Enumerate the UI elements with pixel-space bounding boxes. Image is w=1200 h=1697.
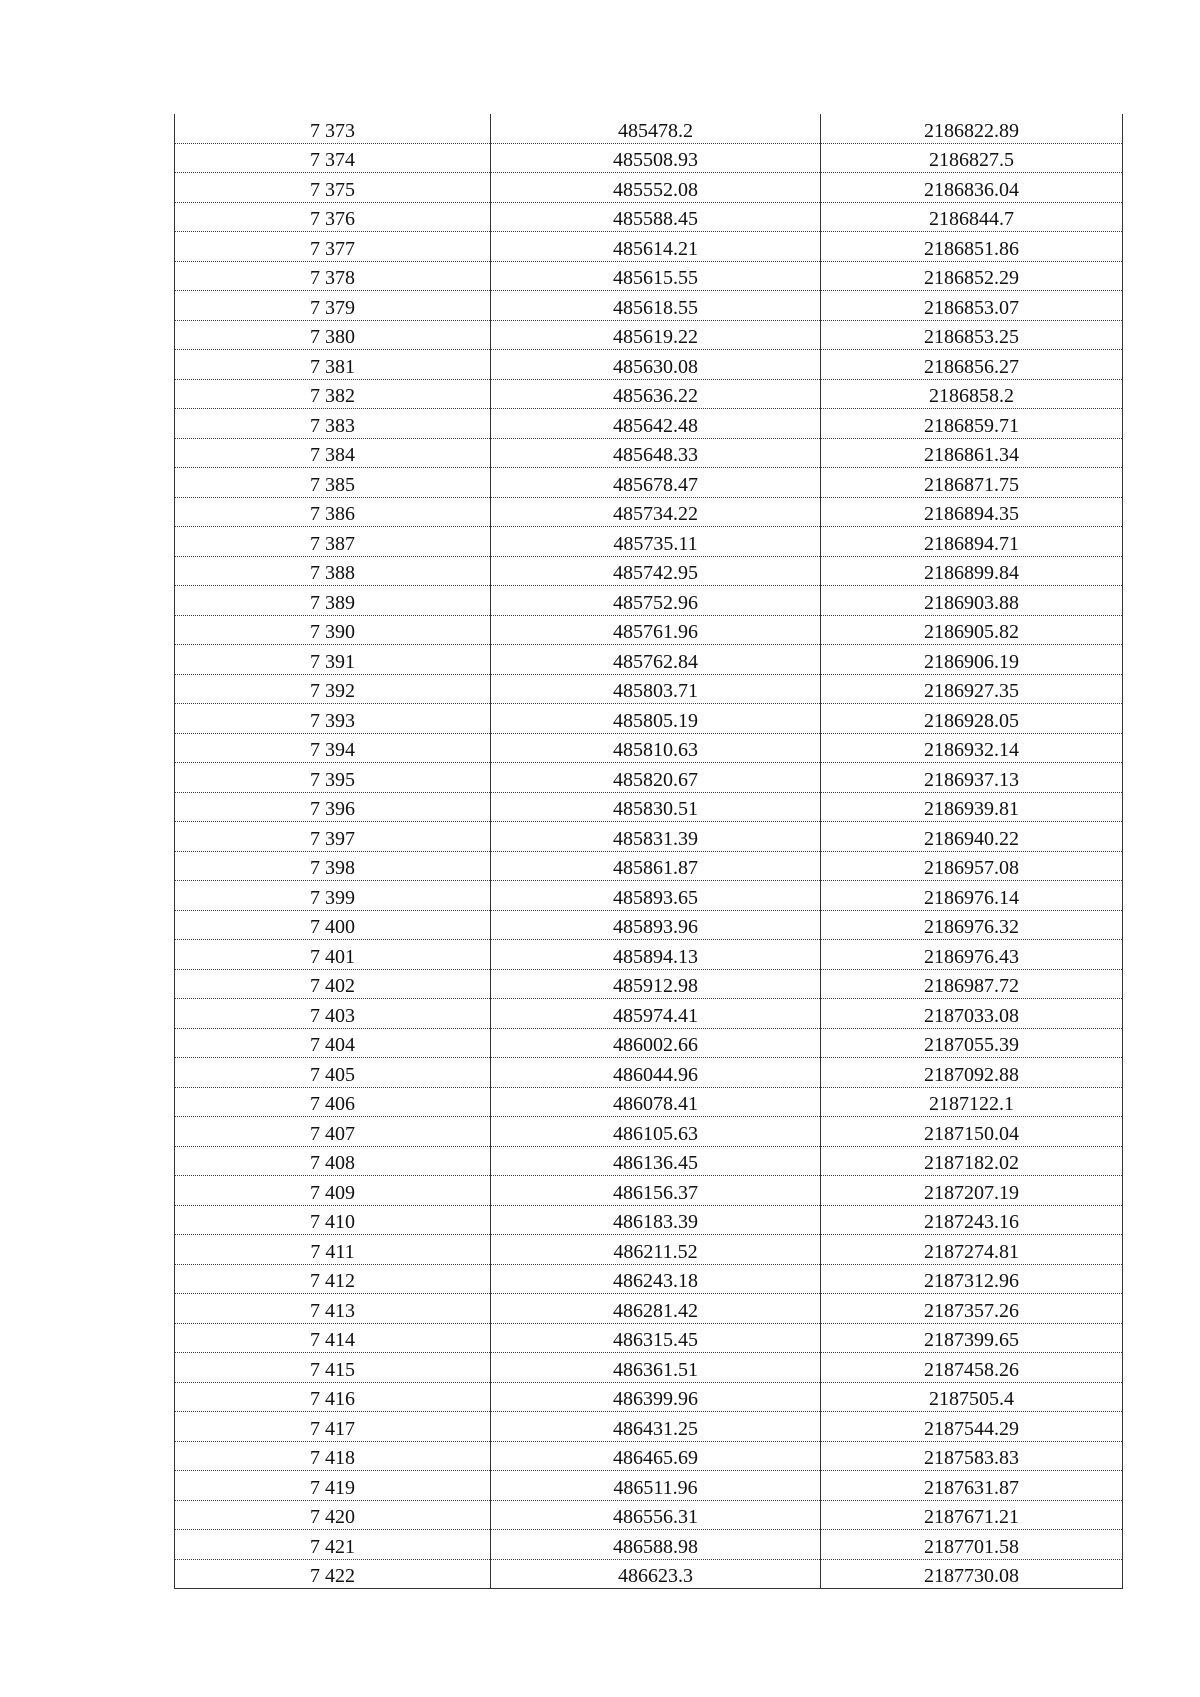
point-number-cell: 7 388 [175, 556, 491, 586]
point-number-cell: 7 402 [175, 969, 491, 999]
y-coordinate-cell: 2186858.2 [821, 379, 1123, 409]
table-row [175, 645, 1123, 675]
x-coordinate-cell: 486002.66 [491, 1028, 821, 1058]
point-number-cell: 7 411 [175, 1235, 491, 1265]
point-number-cell: 7 377 [175, 232, 491, 262]
x-coordinate-cell: 486431.25 [491, 1412, 821, 1442]
x-coordinate-cell: 485615.55 [491, 261, 821, 291]
x-coordinate-cell: 486623.3 [491, 1559, 821, 1589]
table-row [175, 792, 1123, 822]
table-row [175, 1087, 1123, 1117]
table-row [175, 1353, 1123, 1383]
table-row [175, 1205, 1123, 1235]
y-coordinate-cell: 2186957.08 [821, 851, 1123, 881]
point-number-cell: 7 410 [175, 1205, 491, 1235]
y-coordinate-cell: 2187055.39 [821, 1028, 1123, 1058]
y-coordinate-cell: 2186856.27 [821, 350, 1123, 380]
y-coordinate-cell: 2187631.87 [821, 1471, 1123, 1501]
point-number-cell: 7 386 [175, 497, 491, 527]
x-coordinate-cell: 485478.2 [491, 114, 821, 143]
y-coordinate-cell: 2186905.82 [821, 615, 1123, 645]
x-coordinate-cell: 485803.71 [491, 674, 821, 704]
table-row [175, 822, 1123, 852]
x-coordinate-cell: 485894.13 [491, 940, 821, 970]
table-row [175, 1323, 1123, 1353]
table-row [175, 497, 1123, 527]
point-number-cell: 7 381 [175, 350, 491, 380]
point-number-cell: 7 400 [175, 910, 491, 940]
point-number-cell: 7 394 [175, 733, 491, 763]
y-coordinate-cell: 2187122.1 [821, 1087, 1123, 1117]
point-number-cell: 7 379 [175, 291, 491, 321]
point-number-cell: 7 416 [175, 1382, 491, 1412]
table-row [175, 1294, 1123, 1324]
point-number-cell: 7 422 [175, 1559, 491, 1589]
x-coordinate-cell: 486361.51 [491, 1353, 821, 1383]
point-number-cell: 7 399 [175, 881, 491, 911]
point-number-cell: 7 405 [175, 1058, 491, 1088]
x-coordinate-cell: 485648.33 [491, 438, 821, 468]
point-number-cell: 7 383 [175, 409, 491, 439]
point-number-cell: 7 382 [175, 379, 491, 409]
y-coordinate-cell: 2186894.35 [821, 497, 1123, 527]
x-coordinate-cell: 485636.22 [491, 379, 821, 409]
table-row [175, 615, 1123, 645]
table-row [175, 910, 1123, 940]
x-coordinate-cell: 485618.55 [491, 291, 821, 321]
y-coordinate-cell: 2187701.58 [821, 1530, 1123, 1560]
x-coordinate-cell: 485893.96 [491, 910, 821, 940]
y-coordinate-cell: 2186851.86 [821, 232, 1123, 262]
x-coordinate-cell: 485642.48 [491, 409, 821, 439]
point-number-cell: 7 378 [175, 261, 491, 291]
x-coordinate-cell: 486315.45 [491, 1323, 821, 1353]
x-coordinate-cell: 485893.65 [491, 881, 821, 911]
point-number-cell: 7 415 [175, 1353, 491, 1383]
table-row [175, 1146, 1123, 1176]
point-number-cell: 7 403 [175, 999, 491, 1029]
point-number-cell: 7 407 [175, 1117, 491, 1147]
x-coordinate-cell: 486399.96 [491, 1382, 821, 1412]
y-coordinate-cell: 2186827.5 [821, 143, 1123, 173]
table-row [175, 733, 1123, 763]
x-coordinate-cell: 486211.52 [491, 1235, 821, 1265]
table-row [175, 1471, 1123, 1501]
y-coordinate-cell: 2186903.88 [821, 586, 1123, 616]
table-row [175, 881, 1123, 911]
y-coordinate-cell: 2186932.14 [821, 733, 1123, 763]
point-number-cell: 7 404 [175, 1028, 491, 1058]
point-number-cell: 7 418 [175, 1441, 491, 1471]
table-row [175, 202, 1123, 232]
y-coordinate-cell: 2187207.19 [821, 1176, 1123, 1206]
table-row [175, 320, 1123, 350]
table-row [175, 173, 1123, 203]
point-number-cell: 7 395 [175, 763, 491, 793]
point-number-cell: 7 376 [175, 202, 491, 232]
y-coordinate-cell: 2186894.71 [821, 527, 1123, 557]
table-row [175, 704, 1123, 734]
table-row [175, 1058, 1123, 1088]
point-number-cell: 7 380 [175, 320, 491, 350]
point-number-cell: 7 385 [175, 468, 491, 498]
table-row [175, 1530, 1123, 1560]
table-row [175, 527, 1123, 557]
x-coordinate-cell: 486078.41 [491, 1087, 821, 1117]
x-coordinate-cell: 485861.87 [491, 851, 821, 881]
table-row [175, 409, 1123, 439]
table-row [175, 1412, 1123, 1442]
point-number-cell: 7 392 [175, 674, 491, 704]
y-coordinate-cell: 2186844.7 [821, 202, 1123, 232]
x-coordinate-cell: 485588.45 [491, 202, 821, 232]
x-coordinate-cell: 485762.84 [491, 645, 821, 675]
point-number-cell: 7 390 [175, 615, 491, 645]
x-coordinate-cell: 485761.96 [491, 615, 821, 645]
x-coordinate-cell: 485912.98 [491, 969, 821, 999]
x-coordinate-cell: 486243.18 [491, 1264, 821, 1294]
table-row [175, 379, 1123, 409]
point-number-cell: 7 419 [175, 1471, 491, 1501]
table-row [175, 1117, 1123, 1147]
table-row [175, 940, 1123, 970]
x-coordinate-cell: 486183.39 [491, 1205, 821, 1235]
table-row [175, 851, 1123, 881]
x-coordinate-cell: 485742.95 [491, 556, 821, 586]
y-coordinate-cell: 2187033.08 [821, 999, 1123, 1029]
y-coordinate-cell: 2187458.26 [821, 1353, 1123, 1383]
y-coordinate-cell: 2186852.29 [821, 261, 1123, 291]
table-row [175, 1441, 1123, 1471]
x-coordinate-cell: 485831.39 [491, 822, 821, 852]
point-number-cell: 7 413 [175, 1294, 491, 1324]
table-row [175, 1382, 1123, 1412]
x-coordinate-cell: 485810.63 [491, 733, 821, 763]
point-number-cell: 7 374 [175, 143, 491, 173]
x-coordinate-cell: 485508.93 [491, 143, 821, 173]
table-row [175, 291, 1123, 321]
table-row [175, 763, 1123, 793]
table-row [175, 261, 1123, 291]
x-coordinate-cell: 486156.37 [491, 1176, 821, 1206]
y-coordinate-cell: 2186940.22 [821, 822, 1123, 852]
coordinate-table [174, 114, 1123, 1589]
table-row [175, 1028, 1123, 1058]
point-number-cell: 7 373 [175, 114, 491, 143]
table-row [175, 586, 1123, 616]
point-number-cell: 7 396 [175, 792, 491, 822]
y-coordinate-cell: 2186939.81 [821, 792, 1123, 822]
point-number-cell: 7 389 [175, 586, 491, 616]
y-coordinate-cell: 2187671.21 [821, 1500, 1123, 1530]
point-number-cell: 7 391 [175, 645, 491, 675]
x-coordinate-cell: 486556.31 [491, 1500, 821, 1530]
x-coordinate-cell: 486465.69 [491, 1441, 821, 1471]
table-row [175, 969, 1123, 999]
point-number-cell: 7 401 [175, 940, 491, 970]
table-row [175, 1264, 1123, 1294]
point-number-cell: 7 393 [175, 704, 491, 734]
y-coordinate-cell: 2186861.34 [821, 438, 1123, 468]
y-coordinate-cell: 2186976.43 [821, 940, 1123, 970]
x-coordinate-cell: 485552.08 [491, 173, 821, 203]
y-coordinate-cell: 2186937.13 [821, 763, 1123, 793]
y-coordinate-cell: 2187150.04 [821, 1117, 1123, 1147]
y-coordinate-cell: 2186928.05 [821, 704, 1123, 734]
x-coordinate-cell: 485752.96 [491, 586, 821, 616]
table-row [175, 438, 1123, 468]
y-coordinate-cell: 2186899.84 [821, 556, 1123, 586]
point-number-cell: 7 409 [175, 1176, 491, 1206]
table-row [175, 999, 1123, 1029]
x-coordinate-cell: 486588.98 [491, 1530, 821, 1560]
y-coordinate-cell: 2186927.35 [821, 674, 1123, 704]
y-coordinate-cell: 2187544.29 [821, 1412, 1123, 1442]
table-row [175, 556, 1123, 586]
x-coordinate-cell: 485619.22 [491, 320, 821, 350]
table-row [175, 350, 1123, 380]
table-row [175, 1559, 1123, 1589]
y-coordinate-cell: 2186976.14 [821, 881, 1123, 911]
y-coordinate-cell: 2186906.19 [821, 645, 1123, 675]
point-number-cell: 7 375 [175, 173, 491, 203]
y-coordinate-cell: 2186853.07 [821, 291, 1123, 321]
x-coordinate-cell: 486105.63 [491, 1117, 821, 1147]
point-number-cell: 7 384 [175, 438, 491, 468]
table-row [175, 1500, 1123, 1530]
y-coordinate-cell: 2186976.32 [821, 910, 1123, 940]
point-number-cell: 7 398 [175, 851, 491, 881]
y-coordinate-cell: 2187182.02 [821, 1146, 1123, 1176]
table-row [175, 1176, 1123, 1206]
x-coordinate-cell: 486511.96 [491, 1471, 821, 1501]
y-coordinate-cell: 2187505.4 [821, 1382, 1123, 1412]
table-row [175, 232, 1123, 262]
point-number-cell: 7 408 [175, 1146, 491, 1176]
y-coordinate-cell: 2186822.89 [821, 114, 1123, 143]
table-row [175, 674, 1123, 704]
point-number-cell: 7 414 [175, 1323, 491, 1353]
point-number-cell: 7 397 [175, 822, 491, 852]
y-coordinate-cell: 2187092.88 [821, 1058, 1123, 1088]
y-coordinate-cell: 2186853.25 [821, 320, 1123, 350]
y-coordinate-cell: 2187312.96 [821, 1264, 1123, 1294]
y-coordinate-cell: 2187274.81 [821, 1235, 1123, 1265]
x-coordinate-cell: 485735.11 [491, 527, 821, 557]
x-coordinate-cell: 485630.08 [491, 350, 821, 380]
point-number-cell: 7 387 [175, 527, 491, 557]
coordinate-table-body [175, 114, 1123, 1589]
y-coordinate-cell: 2187399.65 [821, 1323, 1123, 1353]
table-row [175, 114, 1123, 143]
y-coordinate-cell: 2186859.71 [821, 409, 1123, 439]
x-coordinate-cell: 486281.42 [491, 1294, 821, 1324]
y-coordinate-cell: 2186987.72 [821, 969, 1123, 999]
point-number-cell: 7 420 [175, 1500, 491, 1530]
table-row [175, 1235, 1123, 1265]
y-coordinate-cell: 2186836.04 [821, 173, 1123, 203]
x-coordinate-cell: 485974.41 [491, 999, 821, 1029]
y-coordinate-cell: 2187357.26 [821, 1294, 1123, 1324]
point-number-cell: 7 421 [175, 1530, 491, 1560]
x-coordinate-cell: 486136.45 [491, 1146, 821, 1176]
x-coordinate-cell: 485820.67 [491, 763, 821, 793]
x-coordinate-cell: 485805.19 [491, 704, 821, 734]
x-coordinate-cell: 485830.51 [491, 792, 821, 822]
y-coordinate-cell: 2187730.08 [821, 1559, 1123, 1589]
x-coordinate-cell: 485734.22 [491, 497, 821, 527]
table-row [175, 143, 1123, 173]
point-number-cell: 7 417 [175, 1412, 491, 1442]
x-coordinate-cell: 486044.96 [491, 1058, 821, 1088]
point-number-cell: 7 406 [175, 1087, 491, 1117]
x-coordinate-cell: 485678.47 [491, 468, 821, 498]
y-coordinate-cell: 2187243.16 [821, 1205, 1123, 1235]
y-coordinate-cell: 2186871.75 [821, 468, 1123, 498]
point-number-cell: 7 412 [175, 1264, 491, 1294]
table-row [175, 468, 1123, 498]
x-coordinate-cell: 485614.21 [491, 232, 821, 262]
y-coordinate-cell: 2187583.83 [821, 1441, 1123, 1471]
